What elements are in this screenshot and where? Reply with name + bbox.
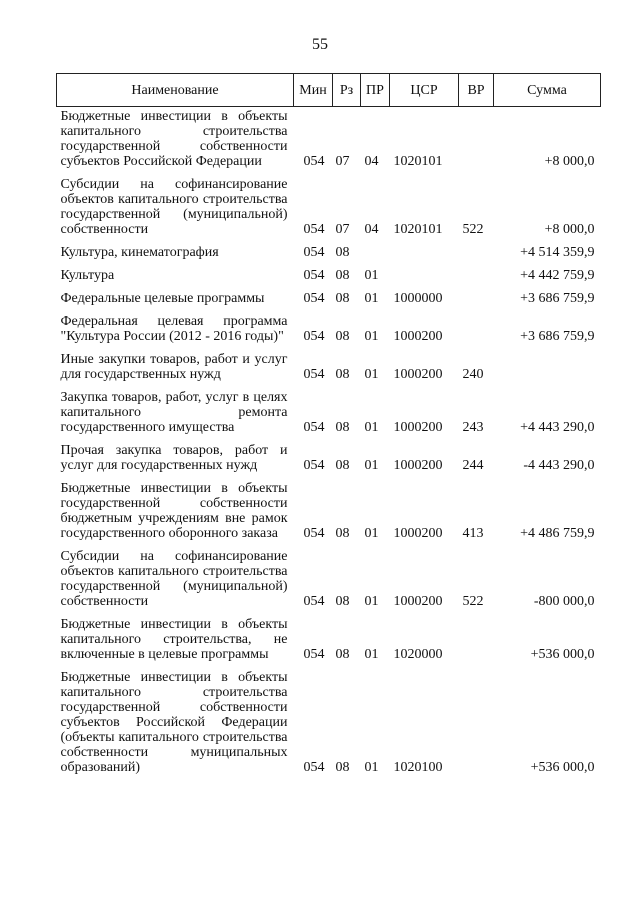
row-csr: 1000200 xyxy=(393,329,443,344)
row-name: Бюджетные инвестиции в объекты капитального строительства государственной собственности субъектов Российской Федерации (объекты капитального строительства собственности муниципальных образований) xyxy=(60,670,288,775)
row-name: Культура, кинематография xyxy=(60,245,219,260)
row-sum: +4 514 359,9 xyxy=(520,245,595,260)
row-min: 054 xyxy=(303,526,325,541)
row-rz: 08 xyxy=(335,420,350,435)
row-pr: 04 xyxy=(364,154,379,169)
header-sum: Сумма xyxy=(494,74,601,107)
row-pr: 01 xyxy=(364,367,379,382)
row-min: 054 xyxy=(303,458,325,473)
row-pr: 01 xyxy=(364,268,379,283)
budget-table xyxy=(56,73,601,781)
row-sum: +8 000,0 xyxy=(544,154,595,169)
row-rz: 08 xyxy=(335,526,350,541)
row-sum: +4 486 759,9 xyxy=(520,526,595,541)
row-name: Федеральные целевые программы xyxy=(60,291,265,306)
row-sum: +4 443 290,0 xyxy=(520,420,595,435)
row-min: 054 xyxy=(303,420,325,435)
row-vr: 244 xyxy=(462,458,484,473)
row-min: 054 xyxy=(303,245,325,260)
row-csr xyxy=(390,243,459,266)
row-csr: 1000200 xyxy=(393,420,443,435)
row-vr xyxy=(459,289,494,312)
row-min: 054 xyxy=(303,222,325,237)
row-csr: 1000000 xyxy=(393,291,443,306)
row-pr xyxy=(361,243,390,266)
row-sum: +4 442 759,9 xyxy=(520,268,595,283)
row-min: 054 xyxy=(303,647,325,662)
row-pr: 01 xyxy=(364,291,379,306)
row-csr: 1020000 xyxy=(393,647,443,662)
row-pr: 01 xyxy=(364,329,379,344)
row-vr xyxy=(459,668,494,781)
row-rz: 08 xyxy=(335,268,350,283)
row-sum: +536 000,0 xyxy=(530,647,595,662)
row-csr: 1020100 xyxy=(393,760,443,775)
row-rz: 07 xyxy=(335,222,350,237)
header-vr: ВР xyxy=(459,74,494,107)
row-min: 054 xyxy=(303,291,325,306)
row-min: 054 xyxy=(303,154,325,169)
table-row xyxy=(57,547,601,615)
row-csr xyxy=(390,266,459,289)
row-pr: 01 xyxy=(364,760,379,775)
row-pr: 01 xyxy=(364,420,379,435)
table-row xyxy=(57,312,601,350)
table-row xyxy=(57,479,601,547)
row-csr: 1000200 xyxy=(393,594,443,609)
row-vr xyxy=(459,266,494,289)
table-row xyxy=(57,668,601,781)
row-rz: 08 xyxy=(335,291,350,306)
row-name: Субсидии на софинансирование объектов капитального строительства государственной (муниципальной) собственности xyxy=(60,177,288,237)
row-vr: 243 xyxy=(462,420,484,435)
row-vr: 522 xyxy=(462,222,484,237)
row-rz: 08 xyxy=(335,245,350,260)
header-row xyxy=(57,74,601,107)
row-name: Прочая закупка товаров, работ и услуг для государственных нужд xyxy=(60,443,288,473)
table-row xyxy=(57,243,601,266)
row-rz: 08 xyxy=(335,329,350,344)
row-sum xyxy=(494,350,601,388)
row-sum: +3 686 759,9 xyxy=(520,291,595,306)
row-rz: 07 xyxy=(335,154,350,169)
row-rz: 08 xyxy=(335,760,350,775)
row-vr xyxy=(459,243,494,266)
row-min: 054 xyxy=(303,367,325,382)
row-vr: 522 xyxy=(462,594,484,609)
row-pr: 01 xyxy=(364,594,379,609)
row-name: Бюджетные инвестиции в объекты капитального строительства, не включенные в целевые программы xyxy=(60,617,288,662)
table-row xyxy=(57,388,601,441)
row-csr: 1000200 xyxy=(393,526,443,541)
header-rz: Рз xyxy=(333,74,361,107)
row-vr xyxy=(459,107,494,176)
row-vr: 240 xyxy=(462,367,484,382)
table-row xyxy=(57,266,601,289)
row-pr: 04 xyxy=(364,222,379,237)
table-row xyxy=(57,107,601,176)
table-row xyxy=(57,441,601,479)
row-name: Федеральная целевая программа "Культура России (2012 - 2016 годы)" xyxy=(60,314,288,344)
row-name: Закупка товаров, работ, услуг в целях капитального ремонта государственного имущества xyxy=(60,390,288,435)
row-rz: 08 xyxy=(335,458,350,473)
row-vr xyxy=(459,615,494,668)
row-sum: +8 000,0 xyxy=(544,222,595,237)
row-name: Субсидии на софинансирование объектов капитального строительства государственной (муниципальной) собственности xyxy=(60,549,288,609)
row-name: Бюджетные инвестиции в объекты капитального строительства государственной собственности субъектов Российской Федерации xyxy=(60,109,288,169)
table-body xyxy=(57,107,601,782)
table-header xyxy=(57,74,601,107)
row-rz: 08 xyxy=(335,594,350,609)
row-vr xyxy=(459,312,494,350)
row-sum: +3 686 759,9 xyxy=(520,329,595,344)
row-name: Иные закупки товаров, работ и услуг для государственных нужд xyxy=(60,352,288,382)
row-rz: 08 xyxy=(335,367,350,382)
row-sum: -4 443 290,0 xyxy=(523,458,595,473)
row-min: 054 xyxy=(303,594,325,609)
row-pr: 01 xyxy=(364,458,379,473)
row-csr: 1020101 xyxy=(393,222,443,237)
table-row xyxy=(57,289,601,312)
row-pr: 01 xyxy=(364,526,379,541)
row-min: 054 xyxy=(303,760,325,775)
row-name: Бюджетные инвестиции в объекты государственной собственности бюджетным учреждениям вне рамок государственного оборонного заказа xyxy=(60,481,288,541)
row-csr: 1020101 xyxy=(393,154,443,169)
row-name: Культура xyxy=(60,268,115,283)
row-rz: 08 xyxy=(335,647,350,662)
table-row xyxy=(57,175,601,243)
page-number: 55 xyxy=(312,36,328,53)
header-pr: ПР xyxy=(361,74,390,107)
header-min: Мин xyxy=(294,74,333,107)
row-min: 054 xyxy=(303,268,325,283)
table-row xyxy=(57,350,601,388)
header-csr: ЦСР xyxy=(390,74,459,107)
row-sum: -800 000,0 xyxy=(533,594,595,609)
header-name: Наименование xyxy=(57,74,294,107)
row-csr: 1000200 xyxy=(393,458,443,473)
row-pr: 01 xyxy=(364,647,379,662)
row-csr: 1000200 xyxy=(393,367,443,382)
row-min: 054 xyxy=(303,329,325,344)
table-row xyxy=(57,615,601,668)
row-sum: +536 000,0 xyxy=(530,760,595,775)
row-vr: 413 xyxy=(462,526,484,541)
